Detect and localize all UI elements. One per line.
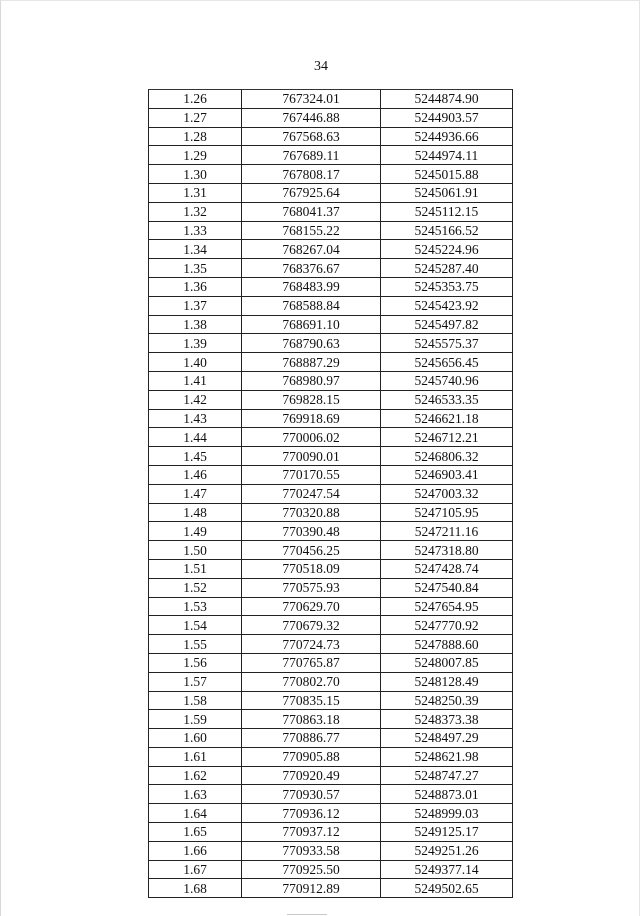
x-coordinate-cell: 770456.25 <box>242 541 381 560</box>
y-coordinate-cell: 5245423.92 <box>381 296 513 315</box>
table-row <box>149 635 513 654</box>
table-row <box>149 165 513 184</box>
x-coordinate-cell: 768483.99 <box>242 277 381 296</box>
point-number-cell: 1.64 <box>149 804 242 823</box>
table-row <box>149 240 513 259</box>
point-number-cell: 1.57 <box>149 672 242 691</box>
table-row <box>149 766 513 785</box>
y-coordinate-cell: 5248250.39 <box>381 691 513 710</box>
point-number-cell: 1.36 <box>149 277 242 296</box>
x-coordinate-cell: 767568.63 <box>242 127 381 146</box>
point-number-cell: 1.34 <box>149 240 242 259</box>
x-coordinate-cell: 770802.70 <box>242 672 381 691</box>
point-number-cell: 1.31 <box>149 183 242 202</box>
coordinates-table-body <box>149 90 513 898</box>
table-row <box>149 672 513 691</box>
point-number-cell: 1.33 <box>149 221 242 240</box>
x-coordinate-cell: 770629.70 <box>242 597 381 616</box>
point-number-cell: 1.53 <box>149 597 242 616</box>
point-number-cell: 1.50 <box>149 541 242 560</box>
x-coordinate-cell: 770575.93 <box>242 578 381 597</box>
table-row <box>149 371 513 390</box>
point-number-cell: 1.46 <box>149 465 242 484</box>
x-coordinate-cell: 767689.11 <box>242 146 381 165</box>
table-row <box>149 127 513 146</box>
y-coordinate-cell: 5248873.01 <box>381 785 513 804</box>
x-coordinate-cell: 770933.58 <box>242 841 381 860</box>
point-number-cell: 1.26 <box>149 90 242 109</box>
point-number-cell: 1.43 <box>149 409 242 428</box>
table-row <box>149 409 513 428</box>
y-coordinate-cell: 5247654.95 <box>381 597 513 616</box>
x-coordinate-cell: 770679.32 <box>242 616 381 635</box>
y-coordinate-cell: 5244874.90 <box>381 90 513 109</box>
y-coordinate-cell: 5248497.29 <box>381 729 513 748</box>
point-number-cell: 1.61 <box>149 747 242 766</box>
footer-scan-mark <box>287 914 327 915</box>
point-number-cell: 1.60 <box>149 729 242 748</box>
x-coordinate-cell: 770170.55 <box>242 465 381 484</box>
table-row <box>149 428 513 447</box>
x-coordinate-cell: 770518.09 <box>242 559 381 578</box>
y-coordinate-cell: 5245166.52 <box>381 221 513 240</box>
point-number-cell: 1.67 <box>149 860 242 879</box>
table-row <box>149 823 513 842</box>
point-number-cell: 1.41 <box>149 371 242 390</box>
point-number-cell: 1.38 <box>149 315 242 334</box>
point-number-cell: 1.49 <box>149 522 242 541</box>
table-row <box>149 334 513 353</box>
x-coordinate-cell: 770925.50 <box>242 860 381 879</box>
y-coordinate-cell: 5246712.21 <box>381 428 513 447</box>
point-number-cell: 1.63 <box>149 785 242 804</box>
coordinates-table <box>148 89 513 898</box>
x-coordinate-cell: 770886.77 <box>242 729 381 748</box>
point-number-cell: 1.35 <box>149 259 242 278</box>
table-row <box>149 710 513 729</box>
x-coordinate-cell: 770835.15 <box>242 691 381 710</box>
table-row <box>149 879 513 898</box>
point-number-cell: 1.30 <box>149 165 242 184</box>
table-row <box>149 522 513 541</box>
y-coordinate-cell: 5246621.18 <box>381 409 513 428</box>
point-number-cell: 1.55 <box>149 635 242 654</box>
y-coordinate-cell: 5247318.80 <box>381 541 513 560</box>
point-number-cell: 1.59 <box>149 710 242 729</box>
y-coordinate-cell: 5247888.60 <box>381 635 513 654</box>
y-coordinate-cell: 5248373.38 <box>381 710 513 729</box>
x-coordinate-cell: 770863.18 <box>242 710 381 729</box>
table-row <box>149 860 513 879</box>
y-coordinate-cell: 5246806.32 <box>381 447 513 466</box>
y-coordinate-cell: 5244903.57 <box>381 108 513 127</box>
x-coordinate-cell: 770090.01 <box>242 447 381 466</box>
y-coordinate-cell: 5249125.17 <box>381 823 513 842</box>
x-coordinate-cell: 768790.63 <box>242 334 381 353</box>
x-coordinate-cell: 769918.69 <box>242 409 381 428</box>
y-coordinate-cell: 5245287.40 <box>381 259 513 278</box>
y-coordinate-cell: 5244936.66 <box>381 127 513 146</box>
table-row <box>149 259 513 278</box>
table-row <box>149 296 513 315</box>
table-row <box>149 90 513 109</box>
table-row <box>149 146 513 165</box>
y-coordinate-cell: 5247105.95 <box>381 503 513 522</box>
x-coordinate-cell: 768691.10 <box>242 315 381 334</box>
x-coordinate-cell: 770320.88 <box>242 503 381 522</box>
table-row <box>149 653 513 672</box>
y-coordinate-cell: 5245656.45 <box>381 353 513 372</box>
x-coordinate-cell: 770912.89 <box>242 879 381 898</box>
y-coordinate-cell: 5248128.49 <box>381 672 513 691</box>
table-row <box>149 202 513 221</box>
x-coordinate-cell: 770920.49 <box>242 766 381 785</box>
y-coordinate-cell: 5248999.03 <box>381 804 513 823</box>
table-row <box>149 465 513 484</box>
x-coordinate-cell: 769828.15 <box>242 390 381 409</box>
table-row <box>149 315 513 334</box>
y-coordinate-cell: 5245015.88 <box>381 165 513 184</box>
y-coordinate-cell: 5247770.92 <box>381 616 513 635</box>
point-number-cell: 1.29 <box>149 146 242 165</box>
y-coordinate-cell: 5247211.16 <box>381 522 513 541</box>
x-coordinate-cell: 770247.54 <box>242 484 381 503</box>
x-coordinate-cell: 770765.87 <box>242 653 381 672</box>
table-row <box>149 597 513 616</box>
x-coordinate-cell: 768980.97 <box>242 371 381 390</box>
y-coordinate-cell: 5245224.96 <box>381 240 513 259</box>
y-coordinate-cell: 5245497.82 <box>381 315 513 334</box>
y-coordinate-cell: 5249377.14 <box>381 860 513 879</box>
point-number-cell: 1.51 <box>149 559 242 578</box>
x-coordinate-cell: 770006.02 <box>242 428 381 447</box>
x-coordinate-cell: 767925.64 <box>242 183 381 202</box>
table-row <box>149 578 513 597</box>
x-coordinate-cell: 767446.88 <box>242 108 381 127</box>
y-coordinate-cell: 5246903.41 <box>381 465 513 484</box>
y-coordinate-cell: 5245061.91 <box>381 183 513 202</box>
x-coordinate-cell: 768155.22 <box>242 221 381 240</box>
x-coordinate-cell: 767808.17 <box>242 165 381 184</box>
point-number-cell: 1.66 <box>149 841 242 860</box>
table-row <box>149 503 513 522</box>
point-number-cell: 1.68 <box>149 879 242 898</box>
table-row <box>149 616 513 635</box>
table-row <box>149 183 513 202</box>
y-coordinate-cell: 5249251.26 <box>381 841 513 860</box>
point-number-cell: 1.58 <box>149 691 242 710</box>
point-number-cell: 1.52 <box>149 578 242 597</box>
point-number-cell: 1.32 <box>149 202 242 221</box>
y-coordinate-cell: 5247428.74 <box>381 559 513 578</box>
point-number-cell: 1.56 <box>149 653 242 672</box>
x-coordinate-cell: 768041.37 <box>242 202 381 221</box>
point-number-cell: 1.62 <box>149 766 242 785</box>
x-coordinate-cell: 770905.88 <box>242 747 381 766</box>
table-row <box>149 729 513 748</box>
x-coordinate-cell: 770390.48 <box>242 522 381 541</box>
x-coordinate-cell: 770936.12 <box>242 804 381 823</box>
table-row <box>149 541 513 560</box>
y-coordinate-cell: 5244974.11 <box>381 146 513 165</box>
y-coordinate-cell: 5245353.75 <box>381 277 513 296</box>
x-coordinate-cell: 770937.12 <box>242 823 381 842</box>
point-number-cell: 1.37 <box>149 296 242 315</box>
point-number-cell: 1.47 <box>149 484 242 503</box>
table-row <box>149 108 513 127</box>
x-coordinate-cell: 768267.04 <box>242 240 381 259</box>
point-number-cell: 1.45 <box>149 447 242 466</box>
point-number-cell: 1.28 <box>149 127 242 146</box>
table-row <box>149 691 513 710</box>
point-number-cell: 1.54 <box>149 616 242 635</box>
y-coordinate-cell: 5245740.96 <box>381 371 513 390</box>
table-row <box>149 221 513 240</box>
table-row <box>149 353 513 372</box>
table-row <box>149 277 513 296</box>
point-number-cell: 1.65 <box>149 823 242 842</box>
y-coordinate-cell: 5247540.84 <box>381 578 513 597</box>
x-coordinate-cell: 768376.67 <box>242 259 381 278</box>
table-row <box>149 841 513 860</box>
table-row <box>149 447 513 466</box>
x-coordinate-cell: 770930.57 <box>242 785 381 804</box>
y-coordinate-cell: 5248007.85 <box>381 653 513 672</box>
point-number-cell: 1.44 <box>149 428 242 447</box>
table-row <box>149 559 513 578</box>
y-coordinate-cell: 5246533.35 <box>381 390 513 409</box>
page-number: 34 <box>314 59 328 74</box>
table-row <box>149 390 513 409</box>
point-number-cell: 1.27 <box>149 108 242 127</box>
y-coordinate-cell: 5245112.15 <box>381 202 513 221</box>
point-number-cell: 1.39 <box>149 334 242 353</box>
x-coordinate-cell: 768887.29 <box>242 353 381 372</box>
x-coordinate-cell: 767324.01 <box>242 90 381 109</box>
table-row <box>149 785 513 804</box>
table-row <box>149 747 513 766</box>
table-row <box>149 804 513 823</box>
table-row <box>149 484 513 503</box>
x-coordinate-cell: 768588.84 <box>242 296 381 315</box>
x-coordinate-cell: 770724.73 <box>242 635 381 654</box>
y-coordinate-cell: 5245575.37 <box>381 334 513 353</box>
point-number-cell: 1.42 <box>149 390 242 409</box>
y-coordinate-cell: 5248621.98 <box>381 747 513 766</box>
point-number-cell: 1.48 <box>149 503 242 522</box>
y-coordinate-cell: 5248747.27 <box>381 766 513 785</box>
y-coordinate-cell: 5249502.65 <box>381 879 513 898</box>
y-coordinate-cell: 5247003.32 <box>381 484 513 503</box>
point-number-cell: 1.40 <box>149 353 242 372</box>
